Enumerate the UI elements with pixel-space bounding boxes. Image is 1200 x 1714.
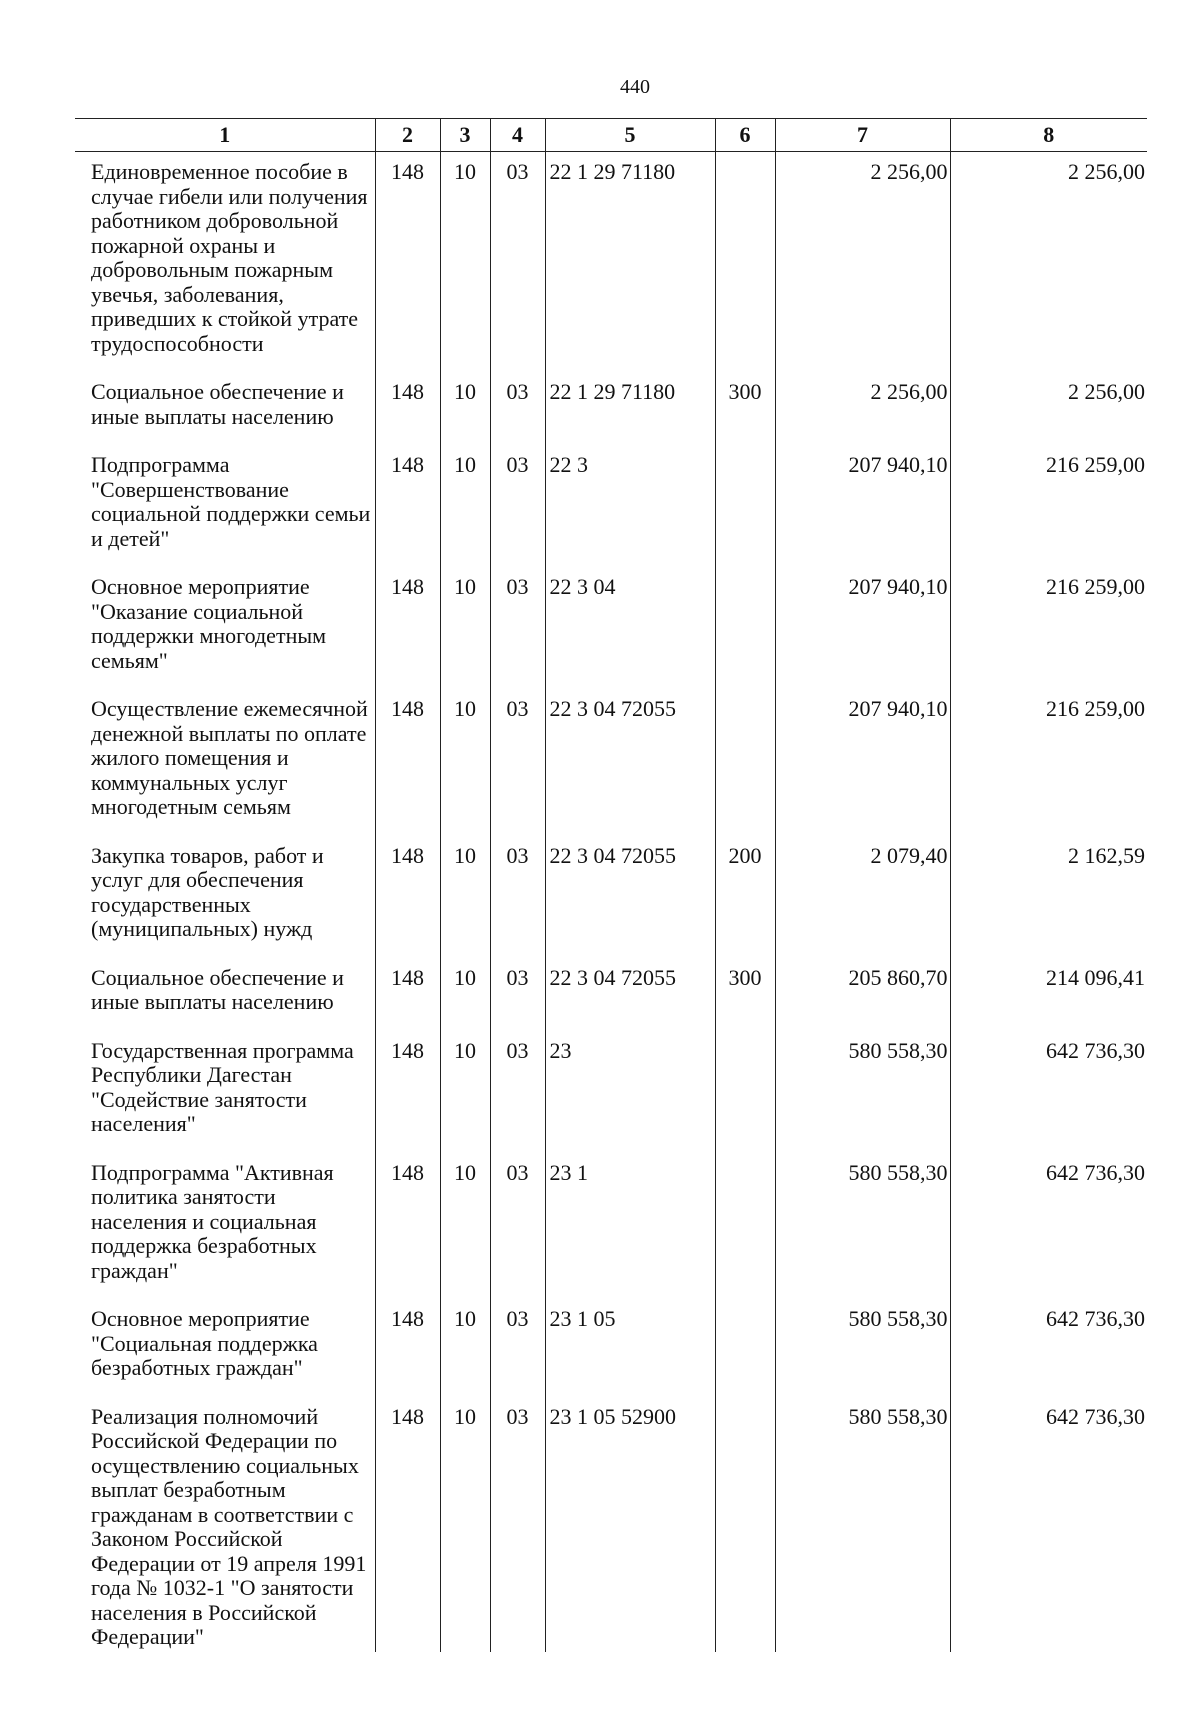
row-col-8: 642 736,30 [950,1031,1147,1153]
table-row [75,1397,1147,1652]
row-col-3: 10 [440,836,490,958]
row-description: Социальное обеспечение и иные выплаты населению [91,379,344,429]
row-description: Основное мероприятие "Оказание социальной поддержки многодетным семьям" [91,574,327,673]
row-col-8: 2 162,59 [950,836,1147,958]
row-col-6: 300 [715,958,775,1031]
row-col-7: 207 940,10 [775,689,950,836]
row-col-7: 2 256,00 [775,372,950,445]
row-description: Подпрограмма "Активная политика занятости населения и социальная поддержка безработных граждан" [91,1159,334,1283]
column-header-3: 3 [440,119,490,152]
row-col-3: 10 [440,1031,490,1153]
row-col-2: 148 [375,372,440,445]
table-row [75,445,1147,567]
row-col-5: 22 3 04 72055 [545,958,715,1031]
row-col-5: 23 1 [545,1153,715,1300]
row-description: Основное мероприятие "Социальная поддержка безработных граждан" [91,1306,318,1380]
row-col-3: 10 [440,1153,490,1300]
table-row [75,958,1147,1031]
column-header-2: 2 [375,119,440,152]
table-row [75,1031,1147,1153]
row-col-4: 03 [490,958,545,1031]
row-col-2: 148 [375,1397,440,1652]
row-col-7: 205 860,70 [775,958,950,1031]
row-col-8: 642 736,30 [950,1397,1147,1652]
row-col-4: 03 [490,445,545,567]
table-row [75,567,1147,689]
table-row [75,152,1147,373]
column-header-5: 5 [545,119,715,152]
row-description: Государственная программа Республики Дагестан "Содействие занятости населения" [91,1037,354,1136]
row-col-8: 216 259,00 [950,445,1147,567]
row-col-4: 03 [490,1031,545,1153]
row-description: Осуществление ежемесячной денежной выплаты по оплате жилого помещения и коммунальных услуг многодетным семьям [91,696,368,819]
row-col-8: 2 256,00 [950,152,1147,373]
table-row [75,1299,1147,1397]
row-col-5: 22 3 04 72055 [545,689,715,836]
row-col-2: 148 [375,567,440,689]
row-description: Подпрограмма "Совершенствование социальной поддержки семьи и детей" [91,452,371,551]
row-col-5: 22 3 04 72055 [545,836,715,958]
row-col-7: 580 558,30 [775,1397,950,1652]
row-col-4: 03 [490,567,545,689]
row-col-7: 2 079,40 [775,836,950,958]
row-col-2: 148 [375,445,440,567]
row-col-3: 10 [440,958,490,1031]
column-header-4: 4 [490,119,545,152]
row-col-6: 200 [715,836,775,958]
row-col-6 [715,567,775,689]
table-row [75,836,1147,958]
row-col-7: 580 558,30 [775,1299,950,1397]
row-col-4: 03 [490,1397,545,1652]
column-header-8: 8 [950,119,1147,152]
row-col-8: 642 736,30 [950,1153,1147,1300]
row-col-5: 22 3 [545,445,715,567]
row-col-2: 148 [375,836,440,958]
row-col-4: 03 [490,1153,545,1300]
row-col-3: 10 [440,372,490,445]
column-header-6: 6 [715,119,775,152]
row-col-6: 300 [715,372,775,445]
row-col-5: 22 3 04 [545,567,715,689]
row-col-3: 10 [440,689,490,836]
row-col-5: 22 1 29 71180 [545,152,715,373]
row-col-8: 216 259,00 [950,567,1147,689]
row-col-6 [715,1153,775,1300]
row-col-6 [715,689,775,836]
row-col-6 [715,1397,775,1652]
row-col-6 [715,1031,775,1153]
row-col-6 [715,1299,775,1397]
row-col-2: 148 [375,1153,440,1300]
row-description: Социальное обеспечение и иные выплаты населению [91,964,344,1014]
row-col-3: 10 [440,152,490,373]
budget-table [75,118,1147,1652]
row-col-8: 2 256,00 [950,372,1147,445]
table-row [75,372,1147,445]
row-col-4: 03 [490,689,545,836]
row-col-4: 03 [490,152,545,373]
row-col-2: 148 [375,152,440,373]
budget-table-container [75,118,1147,1652]
header-row [75,119,1147,152]
row-description: Единовременное пособие в случае гибели или получения работником добровольной пожарной охраны и добровольным пожарным увечья, заболевания, приведших к стойкой утрате трудоспособности [91,159,368,356]
row-col-2: 148 [375,1031,440,1153]
row-col-2: 148 [375,1299,440,1397]
row-col-3: 10 [440,567,490,689]
row-description: Реализация полномочий Российской Федерации по осуществлению социальных выплат безработным гражданам в соответствии с Законом Российской Федерации от 19 апреля 1991 года № 1032-1 "О занятости населения в Российской Федерации" [91,1403,367,1649]
row-col-4: 03 [490,836,545,958]
row-col-6 [715,152,775,373]
row-col-5: 23 1 05 [545,1299,715,1397]
row-col-3: 10 [440,445,490,567]
row-col-2: 148 [375,958,440,1031]
row-col-2: 148 [375,689,440,836]
row-col-7: 580 558,30 [775,1153,950,1300]
row-col-3: 10 [440,1397,490,1652]
table-row [75,1153,1147,1300]
row-col-7: 2 256,00 [775,152,950,373]
row-col-5: 23 [545,1031,715,1153]
row-col-4: 03 [490,372,545,445]
page-number: 440 [620,76,650,98]
row-col-6 [715,445,775,567]
row-col-4: 03 [490,1299,545,1397]
row-col-8: 214 096,41 [950,958,1147,1031]
row-col-3: 10 [440,1299,490,1397]
row-col-7: 207 940,10 [775,567,950,689]
row-col-5: 22 1 29 71180 [545,372,715,445]
table-row [75,689,1147,836]
column-header-7: 7 [775,119,950,152]
row-col-8: 642 736,30 [950,1299,1147,1397]
row-col-7: 580 558,30 [775,1031,950,1153]
row-col-5: 23 1 05 52900 [545,1397,715,1652]
row-col-7: 207 940,10 [775,445,950,567]
row-description: Закупка товаров, работ и услуг для обеспечения государственных (муниципальных) нужд [91,842,324,941]
column-header-1: 1 [75,119,375,152]
row-col-8: 216 259,00 [950,689,1147,836]
